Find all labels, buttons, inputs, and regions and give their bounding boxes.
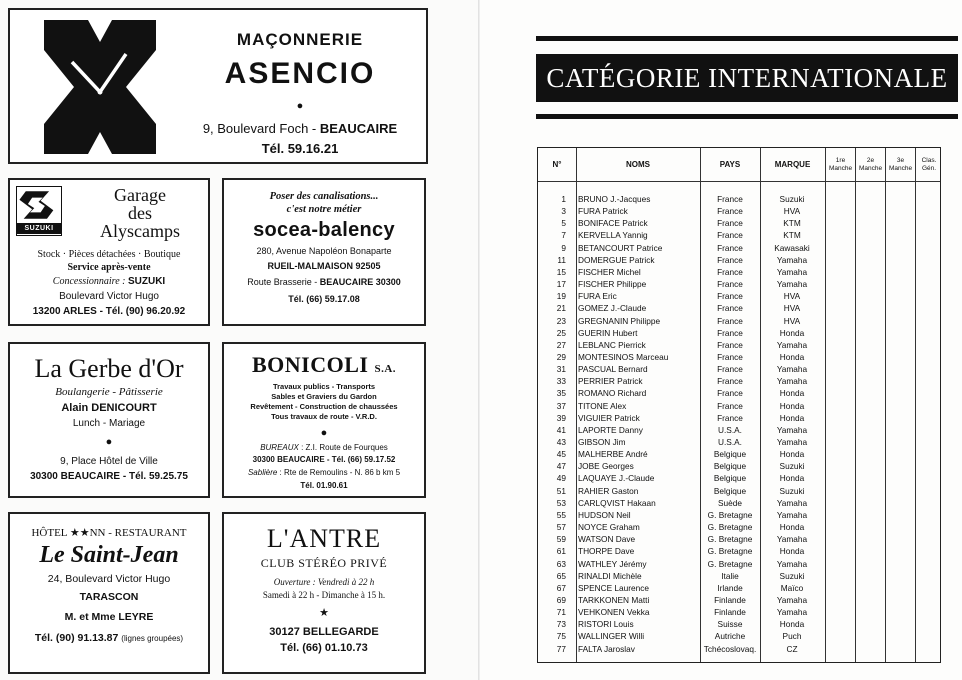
garage-after-sales: Service après-vente <box>67 262 151 273</box>
row-number: 65 <box>556 570 566 581</box>
header-brand: MARQUE <box>774 160 811 169</box>
row-number: 7 <box>561 230 566 241</box>
bonicoli-line-2: Sables et Graviers du Gardon <box>271 392 377 401</box>
table-row <box>538 363 828 375</box>
row-brand: Yamaha <box>776 424 808 435</box>
row-country: France <box>717 376 743 387</box>
row-name: LEBLANC Pierrick <box>578 339 646 350</box>
row-country: G. Bretagne <box>707 546 753 557</box>
table-row <box>538 351 828 363</box>
table-row <box>538 545 828 557</box>
socea-tagline-1: Poser des canalisations... <box>269 191 379 202</box>
header-country: PAYS <box>719 160 741 169</box>
table-row <box>538 424 828 436</box>
table-row <box>538 229 828 241</box>
row-brand: Yamaha <box>776 558 808 569</box>
saintjean-city: TARASCON <box>79 591 139 603</box>
table-row <box>538 558 828 570</box>
garage-title-1: Garage <box>114 185 166 205</box>
row-brand: Honda <box>779 473 805 484</box>
ad-le-saint-jean <box>8 512 210 674</box>
antre-city: 30127 BELLEGARDE <box>269 626 379 638</box>
saintjean-owners: M. et Mme LEYRE <box>64 611 154 623</box>
bullet-dot: ● <box>296 100 304 112</box>
table-row <box>538 217 828 229</box>
row-number: 69 <box>556 594 566 605</box>
row-country: France <box>717 339 743 350</box>
row-country: Belgique <box>713 473 747 484</box>
row-country: France <box>717 194 743 204</box>
row-name: HUDSON Neil <box>578 509 631 520</box>
header-num: N° <box>552 160 562 169</box>
row-country: G. Bretagne <box>707 558 753 569</box>
suzuki-logo-icon <box>16 186 62 236</box>
row-name: DOMERGUE Patrick <box>578 254 655 265</box>
row-name: WATSON Dave <box>578 534 636 545</box>
row-country: Finlande <box>714 607 746 618</box>
row-country: France <box>717 400 743 411</box>
row-name: ROMANO Richard <box>578 388 647 399</box>
row-country: France <box>717 230 743 241</box>
antre-subtitle: CLUB STÉRÉO PRIVÉ <box>260 556 388 570</box>
table-row <box>538 375 828 387</box>
row-country: France <box>717 315 743 326</box>
row-brand: Yamaha <box>776 364 808 375</box>
row-brand: Honda <box>779 400 805 411</box>
asencio-name: ASENCIO <box>224 57 376 90</box>
table-row <box>538 290 828 302</box>
row-name: GOMEZ J.-Claude <box>578 303 647 314</box>
row-number: 45 <box>556 449 566 460</box>
row-name: BETANCOURT Patrice <box>578 242 663 253</box>
bullet-dot: ● <box>320 427 328 439</box>
table-row <box>538 618 828 630</box>
row-name: GUERIN Hubert <box>578 327 638 338</box>
row-name: LAPORTE Danny <box>578 424 643 435</box>
row-country: Autriche <box>714 631 746 642</box>
antre-hours-1: Ouverture : Vendredi à 22 h <box>273 577 375 587</box>
bullet-dot: ● <box>105 436 113 448</box>
ad-la-gerbe-d-or <box>8 342 210 498</box>
gerbe-owner: Alain DENICOURT <box>61 402 157 414</box>
row-number: 15 <box>556 266 566 277</box>
table-row <box>538 315 828 327</box>
row-number: 27 <box>556 339 566 350</box>
row-name: TITONE Alex <box>578 400 627 411</box>
row-country: France <box>717 254 743 265</box>
table-row <box>538 387 828 399</box>
garage-title-2: des <box>128 203 152 223</box>
table-row <box>538 570 828 582</box>
ad-maconnerie-asencio <box>8 8 428 164</box>
row-number: 57 <box>556 522 566 533</box>
gerbe-subtitle: Boulangerie - Pâtisserie <box>55 386 163 398</box>
row-brand: Suzuki <box>779 570 805 581</box>
table-row <box>538 412 828 424</box>
row-brand: Maïco <box>780 582 804 593</box>
left-page <box>0 0 480 680</box>
table-row <box>538 302 828 314</box>
row-number: 43 <box>556 437 566 447</box>
row-name: FURA Eric <box>578 291 617 302</box>
row-country: G. Bretagne <box>707 509 753 520</box>
bonicoli-line-4: Tous travaux de route - V.R.D. <box>271 412 377 421</box>
row-brand: Yamaha <box>776 437 808 447</box>
row-name: VEHKONEN Vekka <box>578 607 650 618</box>
row-country: France <box>717 412 743 423</box>
table-row <box>538 193 828 205</box>
table-row <box>538 472 828 484</box>
antre-tel: Tél. (66) 01.10.73 <box>280 642 368 654</box>
table-row <box>538 460 828 472</box>
row-brand: Honda <box>779 351 805 362</box>
row-number: 41 <box>556 424 566 435</box>
garage-street: Boulevard Victor Hugo <box>59 291 159 302</box>
row-name: FALTA Jaroslav <box>578 643 635 654</box>
row-number: 33 <box>556 376 566 387</box>
table-row <box>538 643 828 655</box>
row-country: France <box>717 242 743 253</box>
row-name: PERRIER Patrick <box>578 376 643 387</box>
row-brand: Yamaha <box>776 509 808 520</box>
row-country: Suisse <box>717 619 743 630</box>
row-number: 63 <box>556 558 566 569</box>
row-brand: KTM <box>783 230 801 241</box>
row-number: 31 <box>556 364 566 375</box>
row-name: THORPE Dave <box>578 546 635 557</box>
row-number: 51 <box>556 485 566 496</box>
row-country: Irlande <box>717 582 743 593</box>
row-number: 59 <box>556 534 566 545</box>
ad-l-antre <box>222 512 426 674</box>
row-number: 17 <box>556 279 566 290</box>
row-brand: Honda <box>779 546 805 557</box>
asencio-address: 9, Boulevard Foch - BEAUCAIRE <box>202 121 398 136</box>
table-row <box>538 497 828 509</box>
row-number: 1 <box>561 194 566 204</box>
row-name: MALHERBE André <box>578 449 648 460</box>
row-country: France <box>717 351 743 362</box>
row-number: 21 <box>556 303 566 314</box>
ad-garage-alyscamps <box>8 178 210 326</box>
row-brand: Honda <box>779 619 805 630</box>
row-brand: CZ <box>786 643 798 654</box>
bonicoli-bureaux: BUREAUX : Z.I. Route de Fourques <box>260 443 388 452</box>
table-row <box>538 205 828 217</box>
suzuki-s-icon <box>17 187 60 223</box>
row-brand: HVA <box>783 291 801 302</box>
saintjean-tel-line: Tél. (90) 91.13.87 (lignes groupées) <box>34 632 184 644</box>
row-country: Tchécoslovaq. <box>703 643 757 654</box>
table-row <box>538 242 828 254</box>
row-brand: Yamaha <box>776 254 808 265</box>
row-name: WATHLEY Jérémy <box>578 558 647 569</box>
row-brand: HVA <box>783 303 801 314</box>
gerbe-street: 9, Place Hôtel de Ville <box>60 456 158 467</box>
socea-tagline-2: c'est notre métier <box>286 204 362 215</box>
row-country: France <box>717 364 743 375</box>
row-brand: Yamaha <box>776 266 808 277</box>
garage-city-tel: 13200 ARLES - Tél. (90) 96.20.92 <box>32 306 186 317</box>
gerbe-city-tel: 30300 BEAUCAIRE - Tél. 59.25.75 <box>30 471 188 482</box>
header-manche-2: 2e Manche <box>858 156 883 172</box>
row-brand: Yamaha <box>776 279 808 290</box>
row-name: BRUNO J.-Jacques <box>578 194 651 204</box>
table-row <box>538 582 828 594</box>
results-table <box>537 147 941 663</box>
row-name: KERVELLA Yannig <box>578 230 648 241</box>
row-name: JOBE Georges <box>578 461 634 472</box>
row-brand: Suzuki <box>779 194 805 204</box>
table-row <box>538 485 828 497</box>
row-brand: Suzuki <box>779 461 805 472</box>
row-name: VIGUIER Patrick <box>578 412 640 423</box>
row-number: 39 <box>556 412 566 423</box>
row-name: GIBSON Jim <box>578 437 626 447</box>
table-row <box>538 436 828 448</box>
row-number: 73 <box>556 619 566 630</box>
row-number: 19 <box>556 291 566 302</box>
row-country: France <box>717 388 743 399</box>
row-brand: HVA <box>783 315 801 326</box>
gerbe-services: Lunch - Mariage <box>72 418 146 429</box>
row-number: 25 <box>556 327 566 338</box>
bonicoli-line-1: Travaux publics - Transports <box>272 382 376 391</box>
row-country: France <box>717 279 743 290</box>
row-number: 47 <box>556 461 566 472</box>
table-row <box>538 521 828 533</box>
table-row <box>538 400 828 412</box>
socea-address-1: 280, Avenue Napoléon Bonaparte <box>256 246 392 256</box>
row-brand: Honda <box>779 449 805 460</box>
row-number: 77 <box>556 643 566 654</box>
row-number: 67 <box>556 582 566 593</box>
table-row <box>538 509 828 521</box>
row-name: WALLINGER Willi <box>578 631 645 642</box>
table-divider <box>885 148 886 662</box>
bonicoli-sabliere: Sablière : Rte de Remoulins - N. 86 b km 5 <box>247 468 401 477</box>
table-row <box>538 448 828 460</box>
star-icon: ★ <box>319 607 329 619</box>
row-brand: Yamaha <box>776 376 808 387</box>
bonicoli-bureaux-city: 30300 BEAUCAIRE - Tél. (66) 59.17.52 <box>252 455 396 464</box>
row-number: 49 <box>556 473 566 484</box>
row-number: 37 <box>556 400 566 411</box>
row-number: 5 <box>561 218 566 229</box>
row-brand: Yamaha <box>776 339 808 350</box>
header-manche-1: 1re Manche <box>828 156 853 172</box>
row-number: 53 <box>556 497 566 508</box>
table-header-rule <box>538 181 940 182</box>
row-number: 35 <box>556 388 566 399</box>
category-title: CATÉGORIE INTERNATIONALE <box>536 54 958 102</box>
table-row <box>538 594 828 606</box>
row-number: 11 <box>557 254 566 265</box>
row-brand: Honda <box>779 412 805 423</box>
row-country: Belgique <box>713 461 747 472</box>
suzuki-badge-text: SUZUKI <box>17 223 61 234</box>
row-country: Suède <box>718 497 742 508</box>
row-name: RISTORI Louis <box>578 619 634 630</box>
row-name: FURA Patrick <box>578 206 628 217</box>
row-country: Belgique <box>713 485 747 496</box>
ad-socea-balency <box>222 178 426 326</box>
saintjean-name: Le Saint-Jean <box>39 542 179 568</box>
header-names: NOMS <box>626 160 650 169</box>
antre-hours-2: Samedi à 22 h - Dimanche à 15 h. <box>262 590 386 600</box>
row-country: France <box>717 303 743 314</box>
row-country: Finlande <box>714 594 746 605</box>
saintjean-street: 24, Boulevard Victor Hugo <box>47 573 171 585</box>
asencio-trade: MAÇONNERIE <box>236 30 364 49</box>
table-divider <box>915 148 916 662</box>
row-number: 55 <box>556 509 566 520</box>
row-country: France <box>717 327 743 338</box>
row-country: France <box>717 266 743 277</box>
row-number: 75 <box>556 631 566 642</box>
ad-bonicoli <box>222 342 426 498</box>
row-brand: Puch <box>782 631 802 642</box>
title-rule-top <box>536 36 958 41</box>
row-country: Italie <box>721 570 739 581</box>
row-country: Belgique <box>713 449 747 460</box>
header-general: Clas. Gén. <box>921 156 937 172</box>
table-row <box>538 339 828 351</box>
row-number: 71 <box>556 607 566 618</box>
socea-tel: Tél. (66) 59.17.08 <box>288 294 360 304</box>
socea-address-2: RUEIL-MALMAISON 92505 <box>267 261 381 271</box>
table-row <box>538 327 828 339</box>
row-brand: HVA <box>783 206 801 217</box>
row-name: MONTESINOS Marceau <box>578 351 669 362</box>
row-name: RAHIER Gaston <box>578 485 639 496</box>
table-row <box>538 266 828 278</box>
row-brand: Suzuki <box>779 485 805 496</box>
table-row <box>538 278 828 290</box>
table-row <box>538 533 828 545</box>
row-name: CARLQVIST Hakaan <box>578 497 656 508</box>
socea-name: socea-balency <box>253 219 395 241</box>
row-name: NOYCE Graham <box>578 522 640 533</box>
row-country: France <box>717 291 743 302</box>
row-name: SPENCE Laurence <box>578 582 650 593</box>
row-brand: Yamaha <box>776 497 808 508</box>
row-name: FISCHER Philippe <box>578 279 647 290</box>
bonicoli-name: BONICOLI S.A. <box>251 352 397 377</box>
row-name: BONIFACE Patrick <box>578 218 648 229</box>
row-name: GREGNANIN Philippe <box>578 315 661 326</box>
row-brand: KTM <box>783 218 801 229</box>
row-name: LAQUAYE J.-Claude <box>578 473 655 484</box>
row-number: 61 <box>556 546 566 557</box>
row-country: G. Bretagne <box>707 534 753 545</box>
row-brand: Honda <box>779 388 805 399</box>
row-name: FISCHER Michel <box>578 266 641 277</box>
row-name: PASCUAL Bernard <box>578 364 648 375</box>
table-divider <box>855 148 856 662</box>
row-country: France <box>717 218 743 229</box>
garage-services: Stock · Pièces détachées · Boutique <box>37 249 181 260</box>
row-country: G. Bretagne <box>707 522 753 533</box>
table-row <box>538 606 828 618</box>
gerbe-name: La Gerbe d'Or <box>34 354 184 383</box>
row-brand: Yamaha <box>776 594 808 605</box>
row-brand: Kawasaki <box>774 242 810 253</box>
row-country: U.S.A. <box>718 437 742 447</box>
table-row <box>538 254 828 266</box>
row-number: 29 <box>556 351 566 362</box>
row-name: RINALDI Michèle <box>578 570 642 581</box>
bonicoli-sabliere-tel: Tél. 01.90.61 <box>300 481 348 490</box>
asencio-logo-icon <box>44 20 156 154</box>
row-number: 9 <box>561 242 566 253</box>
antre-name: L'ANTRE <box>266 524 382 553</box>
bonicoli-line-3: Revêtement - Construction de chaussées <box>250 402 398 411</box>
row-country: France <box>717 206 743 217</box>
row-brand: Honda <box>779 522 805 533</box>
title-rule-bottom <box>536 114 958 119</box>
saintjean-top: HÔTEL ★★NN - RESTAURANT <box>31 527 187 539</box>
row-brand: Honda <box>779 327 805 338</box>
row-brand: Yamaha <box>776 607 808 618</box>
row-number: 3 <box>561 206 566 217</box>
garage-title-3: Alyscamps <box>100 221 180 241</box>
row-name: TARKKONEN Matti <box>578 594 650 605</box>
header-manche-3: 3e Manche <box>888 156 913 172</box>
garage-dealer: Concessionnaire : SUZUKI <box>52 276 166 287</box>
row-brand: Yamaha <box>776 534 808 545</box>
row-country: U.S.A. <box>718 424 742 435</box>
row-number: 23 <box>556 315 566 326</box>
table-row <box>538 630 828 642</box>
asencio-tel: Tél. 59.16.21 <box>261 141 339 156</box>
socea-address-3: Route Brasserie - BEAUCAIRE 30300 <box>247 277 401 287</box>
